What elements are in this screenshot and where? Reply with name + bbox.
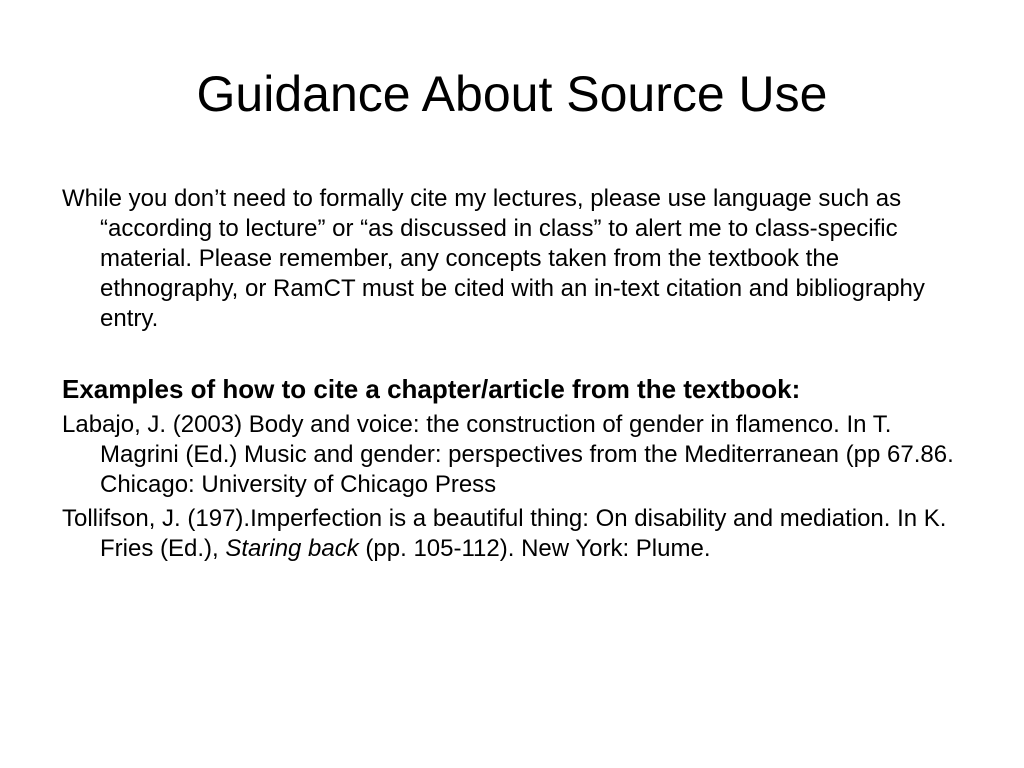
- citation-tollifson-after: (pp. 105-112). New York: Plume.: [358, 535, 711, 562]
- slide-body: [62, 184, 972, 568]
- citation-tollifson: [62, 504, 972, 564]
- citation-tollifson-before: Tollifson, J. (197).Imperfection is a beautiful thing: On disability and mediation. In K. Fries (Ed.),: [62, 505, 947, 562]
- examples-heading: Examples of how to cite a chapter/article from the textbook:: [62, 374, 801, 404]
- slide-title: Guidance About Source Use: [196, 66, 828, 122]
- citation-tollifson-book-title: Staring back: [225, 535, 359, 562]
- intro-paragraph: While you don’t need to formally cite my lectures, please use language such as “according to lecture” or “as discussed in class” to alert me to class-specific material. Please remember, any concepts taken from the textbook the ethnography, or RamCT must be cited with an in-text citation and bibliography entry.: [62, 185, 925, 332]
- citation-labajo: Labajo, J. (2003) Body and voice: the construction of gender in flamenco. In T. Magrini (Ed.) Music and gender: perspectives from the Mediterranean (pp 67.86. Chicago: University of Chicago Press: [62, 411, 954, 498]
